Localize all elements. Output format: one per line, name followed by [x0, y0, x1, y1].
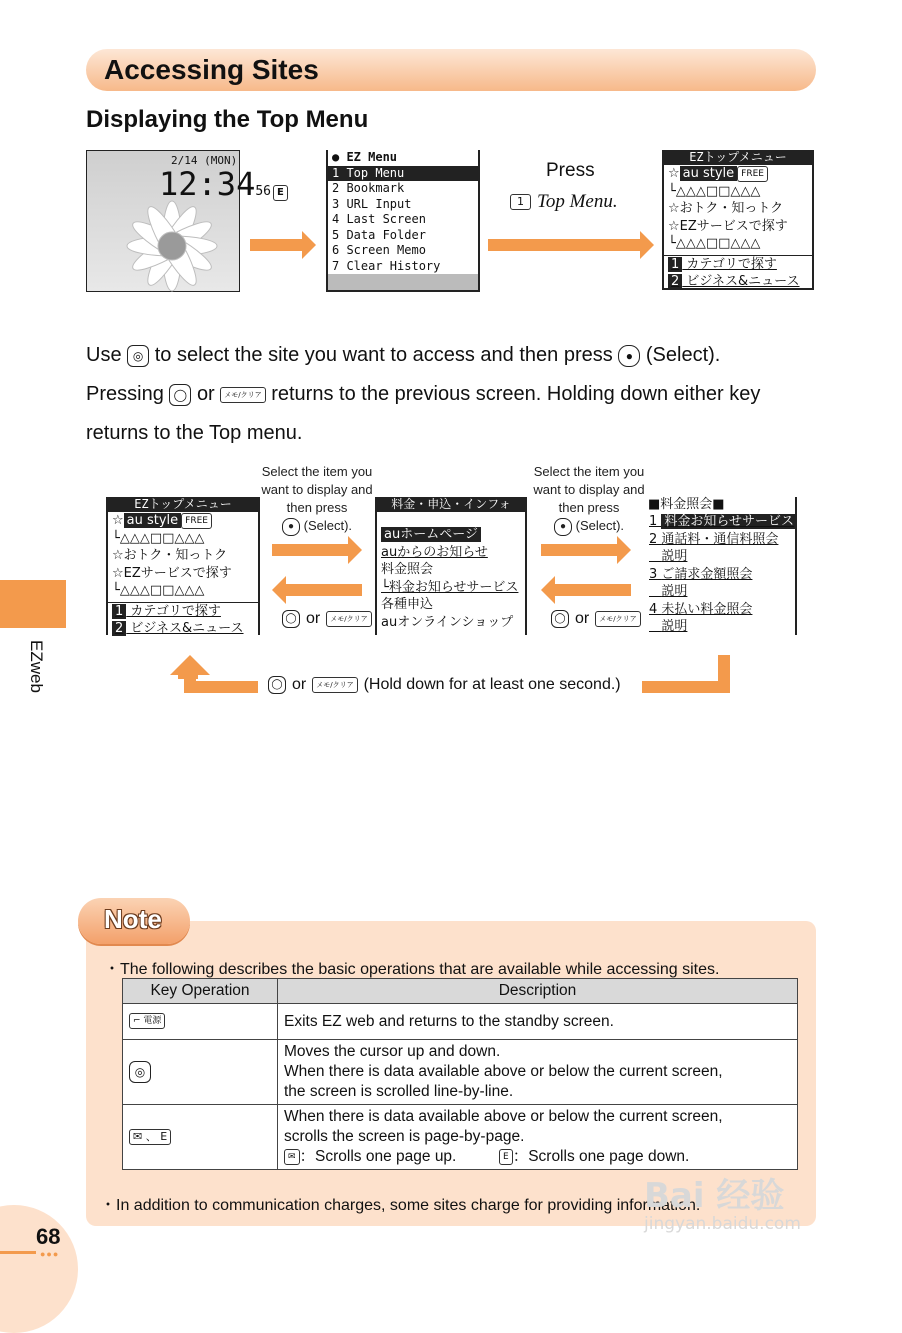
desc-line: scrolls the screen is page-by-page.	[284, 1128, 525, 1145]
note-badge-label: Note	[104, 904, 162, 934]
section-title-bar	[86, 49, 816, 91]
star-icon: ☆	[112, 565, 124, 581]
ez-menu-number: 5	[332, 227, 347, 242]
top-menu-item-label: └△△△□□△△△	[112, 530, 205, 546]
inquiry-number: 3	[649, 566, 662, 582]
ez-menu-number: 7	[332, 258, 347, 273]
fee-item-label: └料金お知らせサービス	[381, 579, 519, 595]
flow-caption-1	[258, 463, 376, 536]
inquiry-number	[649, 549, 661, 564]
page-number: 68	[36, 1224, 61, 1249]
fee-list	[377, 512, 525, 631]
or-word: or	[196, 383, 215, 405]
press-label: Press	[546, 160, 595, 181]
ez-menu-number: 4	[332, 212, 347, 226]
pressing-word: Pressing	[86, 383, 164, 405]
ez-menu-label: Bookmark	[346, 181, 405, 195]
navi-key-icon: ◎	[129, 1061, 151, 1083]
clear-key-icon: ◯	[551, 610, 569, 628]
table-header-row	[123, 979, 798, 1004]
return-arrow-left-bar	[184, 681, 258, 693]
ez-menu-item	[328, 243, 478, 259]
description-cell	[278, 1105, 798, 1170]
inquiry-item	[645, 566, 795, 584]
key-cell	[123, 1004, 278, 1040]
side-tab	[0, 580, 66, 628]
fee-item	[377, 544, 525, 562]
flow-or-2: or	[575, 610, 590, 627]
inquiry-item-label: 説明	[661, 549, 688, 564]
press-target: Top Menu.	[537, 191, 618, 212]
key-cell	[123, 1040, 278, 1105]
center-key-icon: ●	[282, 518, 300, 536]
number-badge: 2	[112, 621, 126, 636]
top-menu-screen-1	[662, 150, 814, 290]
star-icon: ☆	[668, 201, 680, 216]
inquiry-item-label: 説明	[661, 584, 688, 599]
memo-clear-key-icon: メモ/クリア	[595, 611, 640, 627]
inquiry-item-label: 通話料・通信料照会	[661, 531, 779, 547]
fee-screen-title: 料金・申込・インフォ	[377, 497, 525, 512]
top-menu-item	[664, 218, 812, 236]
clear-key-icon: ◯	[282, 610, 300, 628]
flow-arrow-left-2	[541, 576, 631, 604]
header-description: Description	[278, 979, 798, 1004]
inquiry-number	[649, 619, 661, 634]
fee-item	[377, 526, 525, 544]
star-icon: ☆	[112, 548, 124, 563]
inquiry-number: 2	[649, 531, 662, 547]
ez-menu-item	[328, 197, 478, 213]
standby-screen	[86, 150, 271, 292]
subsection-title: Displaying the Top Menu	[86, 106, 369, 133]
top-menu-list	[664, 165, 812, 291]
top-menu-item	[664, 165, 812, 183]
caption-2-select: (Select).	[575, 518, 625, 533]
free-badge: FREE	[181, 513, 212, 529]
number-badge: 1	[668, 257, 682, 272]
standby-time	[159, 165, 271, 203]
ez-key-icon: E	[273, 184, 288, 202]
watermark-brand: Bai 经验	[644, 1176, 785, 1216]
caption-1-line-4	[258, 517, 376, 536]
fee-item	[377, 614, 525, 632]
top-menu-title: EZトップメニュー	[664, 150, 812, 165]
flow-caption-2	[530, 463, 648, 536]
key-1-icon: 1	[510, 194, 531, 210]
flow-back-keys-2	[551, 610, 641, 628]
page-line	[0, 1251, 36, 1254]
clear-key-icon: ◯	[268, 676, 286, 694]
page-dots: ●●●	[40, 1249, 60, 1259]
ez-menu-screen	[326, 150, 480, 292]
hold-or: or	[292, 676, 307, 693]
top-menu-item	[108, 547, 258, 565]
inquiry-item	[645, 548, 795, 566]
inquiry-item-label: 未払い料金照会	[661, 601, 753, 617]
desc-line-keys	[284, 1147, 791, 1167]
ez-menu-number: 2	[332, 181, 347, 195]
instructions	[86, 336, 826, 453]
top-menu-item	[664, 200, 812, 218]
return-arrow-right-bar	[642, 681, 730, 693]
top-menu-item-label: おトク・知っトク	[679, 201, 784, 216]
ez-key-icon: E	[499, 1149, 513, 1165]
arrow-right-1	[250, 231, 316, 259]
memo-clear-key-icon: メモ/クリア	[220, 387, 265, 403]
flow-or-1: or	[306, 610, 321, 627]
inquiry-number: 1	[649, 514, 662, 529]
ez-menu-footer	[328, 274, 478, 290]
select-text: to select the site you want to access and then press	[154, 344, 613, 366]
instruction-line-2	[86, 375, 826, 414]
top-menu-category-label: カテゴリで探す	[682, 256, 777, 272]
ez-menu-item	[328, 228, 478, 244]
ez-menu-number: 6	[332, 243, 347, 257]
clear-key-icon: ◯	[169, 384, 191, 406]
inquiry-number	[649, 584, 661, 599]
caption-2-line-2: want to display and	[533, 482, 645, 497]
ez-menu-item	[328, 212, 478, 228]
ez-menu-label: Top Menu	[346, 165, 405, 180]
top-menu-item	[664, 235, 812, 253]
memo-clear-key-icon: メモ/クリア	[326, 611, 371, 627]
caption-2-line-4	[530, 517, 648, 536]
inquiry-item-label: 料金お知らせサービス	[661, 514, 797, 529]
header-key-operation: Key Operation	[123, 979, 278, 1004]
caption-1-line-1: Select the item you	[261, 464, 373, 479]
fee-screen	[375, 497, 527, 635]
center-key-icon: ●	[618, 345, 640, 367]
return-arrow-right-shaft	[718, 655, 730, 693]
fee-item	[377, 579, 525, 597]
standby-date: 2/14 (MON)	[171, 154, 238, 167]
inquiry-item	[645, 513, 795, 531]
arrow-right-2	[488, 231, 654, 259]
ez-menu-list	[328, 166, 478, 275]
mail-and-ez-key-icon: ✉ 、 E	[129, 1129, 171, 1145]
ez-menu-item	[328, 259, 478, 275]
instruction-line-1	[86, 336, 826, 375]
ez-menu-label: Last Screen	[346, 212, 426, 226]
center-key-icon: ●	[554, 518, 572, 536]
caption-2-line-1: Select the item you	[533, 464, 645, 479]
top-menu-item-label: EZサービスで探す	[679, 218, 788, 234]
star-icon: ☆	[668, 218, 680, 234]
ez-menu-number: 1	[332, 165, 347, 180]
ez-menu-label: Data Folder	[346, 227, 426, 242]
inquiry-number: 4	[649, 601, 662, 617]
top-menu-item-label: └△△△□□△△△	[112, 583, 205, 598]
top-menu-category	[664, 273, 812, 291]
ez-menu-number: 3	[332, 196, 347, 211]
top-menu-screen-2	[106, 497, 260, 635]
top-menu-category-label: カテゴリで探す	[126, 603, 221, 619]
watermark-url: jingyan.baidu.com	[644, 1214, 801, 1234]
description-cell: Exits EZ web and returns to the standby screen.	[278, 1004, 798, 1040]
top-menu-item	[108, 582, 258, 600]
ez-menu-title: ● EZ Menu	[332, 150, 398, 164]
top-menu-item	[108, 530, 258, 548]
note-footer: ・In addition to communication charges, some sites charge for providing information.	[100, 1197, 701, 1214]
ez-menu-label: Screen Memo	[346, 243, 426, 257]
ez-menu-item	[328, 181, 478, 197]
fee-item-label: auホームページ	[381, 527, 481, 542]
number-badge: 1	[112, 604, 126, 619]
hold-text: (Hold down for at least one second.)	[363, 676, 621, 693]
standby-seconds: 56	[255, 184, 271, 199]
use-word: Use	[86, 344, 122, 366]
flow-arrow-left-1	[272, 576, 362, 604]
top-menu-category-label: ビジネス&ニュース	[682, 274, 800, 289]
caption-2-line-3: then press	[558, 500, 620, 515]
flow-arrow-right-2	[541, 536, 631, 564]
inquiry-title: ■料金照会■	[648, 497, 725, 512]
top-menu-item-label: au style	[680, 166, 738, 181]
free-badge: FREE	[737, 166, 768, 182]
top-menu-item	[108, 565, 258, 583]
desc-line: When there is data available above or below the current screen,	[284, 1108, 723, 1125]
number-badge: 2	[668, 274, 682, 289]
fee-item-label: auオンラインショップ	[381, 614, 514, 630]
note-intro: ・The following describes the basic operations that are available while accessing sites.	[104, 961, 720, 978]
side-tab-label: EZweb	[27, 640, 46, 693]
top-menu-category	[108, 603, 258, 621]
top-menu-item	[664, 183, 812, 201]
caption-1-select: (Select).	[303, 518, 353, 533]
power-key-icon: ⌐ 電源	[129, 1013, 165, 1029]
ez-menu-item	[328, 166, 478, 182]
inquiry-item	[645, 583, 795, 601]
top-menu-category	[108, 620, 258, 638]
inquiry-item	[645, 618, 795, 636]
table-row	[123, 1040, 798, 1105]
star-icon: ☆	[112, 513, 124, 528]
flow-arrow-right-1	[272, 536, 362, 564]
returns-text: returns to the previous screen. Holding down either key	[271, 383, 761, 405]
description-cell	[278, 1040, 798, 1105]
top-menu-item-label: EZサービスで探す	[123, 565, 232, 581]
top-menu-title-2: EZトップメニュー	[108, 497, 258, 512]
inquiry-item-label: 説明	[661, 619, 688, 634]
key-cell	[123, 1105, 278, 1170]
top-menu-category-label: ビジネス&ニュース	[126, 621, 244, 636]
fee-item	[377, 596, 525, 614]
top-menu-item-label: └△△△□□△△△	[668, 183, 761, 199]
caption-1-line-2: want to display and	[261, 482, 373, 497]
inquiry-screen	[645, 497, 797, 635]
top-menu-item-label: au style	[124, 513, 182, 528]
scroll-down-text: ：Scrolls one page down.	[512, 1148, 690, 1165]
navi-key-icon: ◎	[127, 345, 149, 367]
top-menu-item-label: └△△△□□△△△	[668, 236, 761, 251]
ez-menu-label: URL Input	[346, 196, 412, 211]
inquiry-item-label: ご請求金額照会	[661, 566, 753, 582]
top-menu-category	[664, 256, 812, 274]
hold-instruction	[268, 676, 621, 694]
inquiry-item	[645, 601, 795, 619]
table-row	[123, 1004, 798, 1040]
top-menu-item	[108, 512, 258, 530]
fee-item-label: auからのお知らせ	[381, 544, 488, 560]
desc-line: When there is data available above or below the current screen,	[284, 1063, 723, 1080]
desc-line: the screen is scrolled line-by-line.	[284, 1083, 514, 1100]
fee-item-label: 料金照会	[381, 562, 434, 577]
mail-key-icon: ✉	[284, 1149, 300, 1165]
memo-clear-key-icon: メモ/クリア	[312, 677, 357, 693]
top-menu-list-2	[108, 512, 258, 638]
flow-back-keys-1	[282, 610, 372, 628]
scroll-up-text: ：Scrolls one page up.	[299, 1148, 457, 1165]
standby-clock: 12:34	[159, 165, 256, 203]
operations-table	[122, 978, 798, 1170]
press-key-line	[510, 191, 618, 213]
note-badge	[78, 898, 190, 944]
inquiry-item	[645, 531, 795, 549]
select-label: (Select).	[645, 344, 721, 366]
inquiry-list	[645, 513, 795, 636]
table-row	[123, 1105, 798, 1170]
ez-menu-label: Clear History	[346, 258, 441, 273]
section-title: Accessing Sites	[104, 54, 319, 85]
caption-1-line-3: then press	[286, 500, 348, 515]
star-icon: ☆	[668, 166, 680, 181]
fee-item-label: 各種申込	[381, 597, 434, 612]
top-menu-item-label: おトク・知っトク	[123, 548, 228, 563]
fee-item	[377, 561, 525, 579]
desc-line: Moves the cursor up and down.	[284, 1043, 501, 1060]
instruction-line-3: returns to the Top menu.	[86, 422, 303, 444]
